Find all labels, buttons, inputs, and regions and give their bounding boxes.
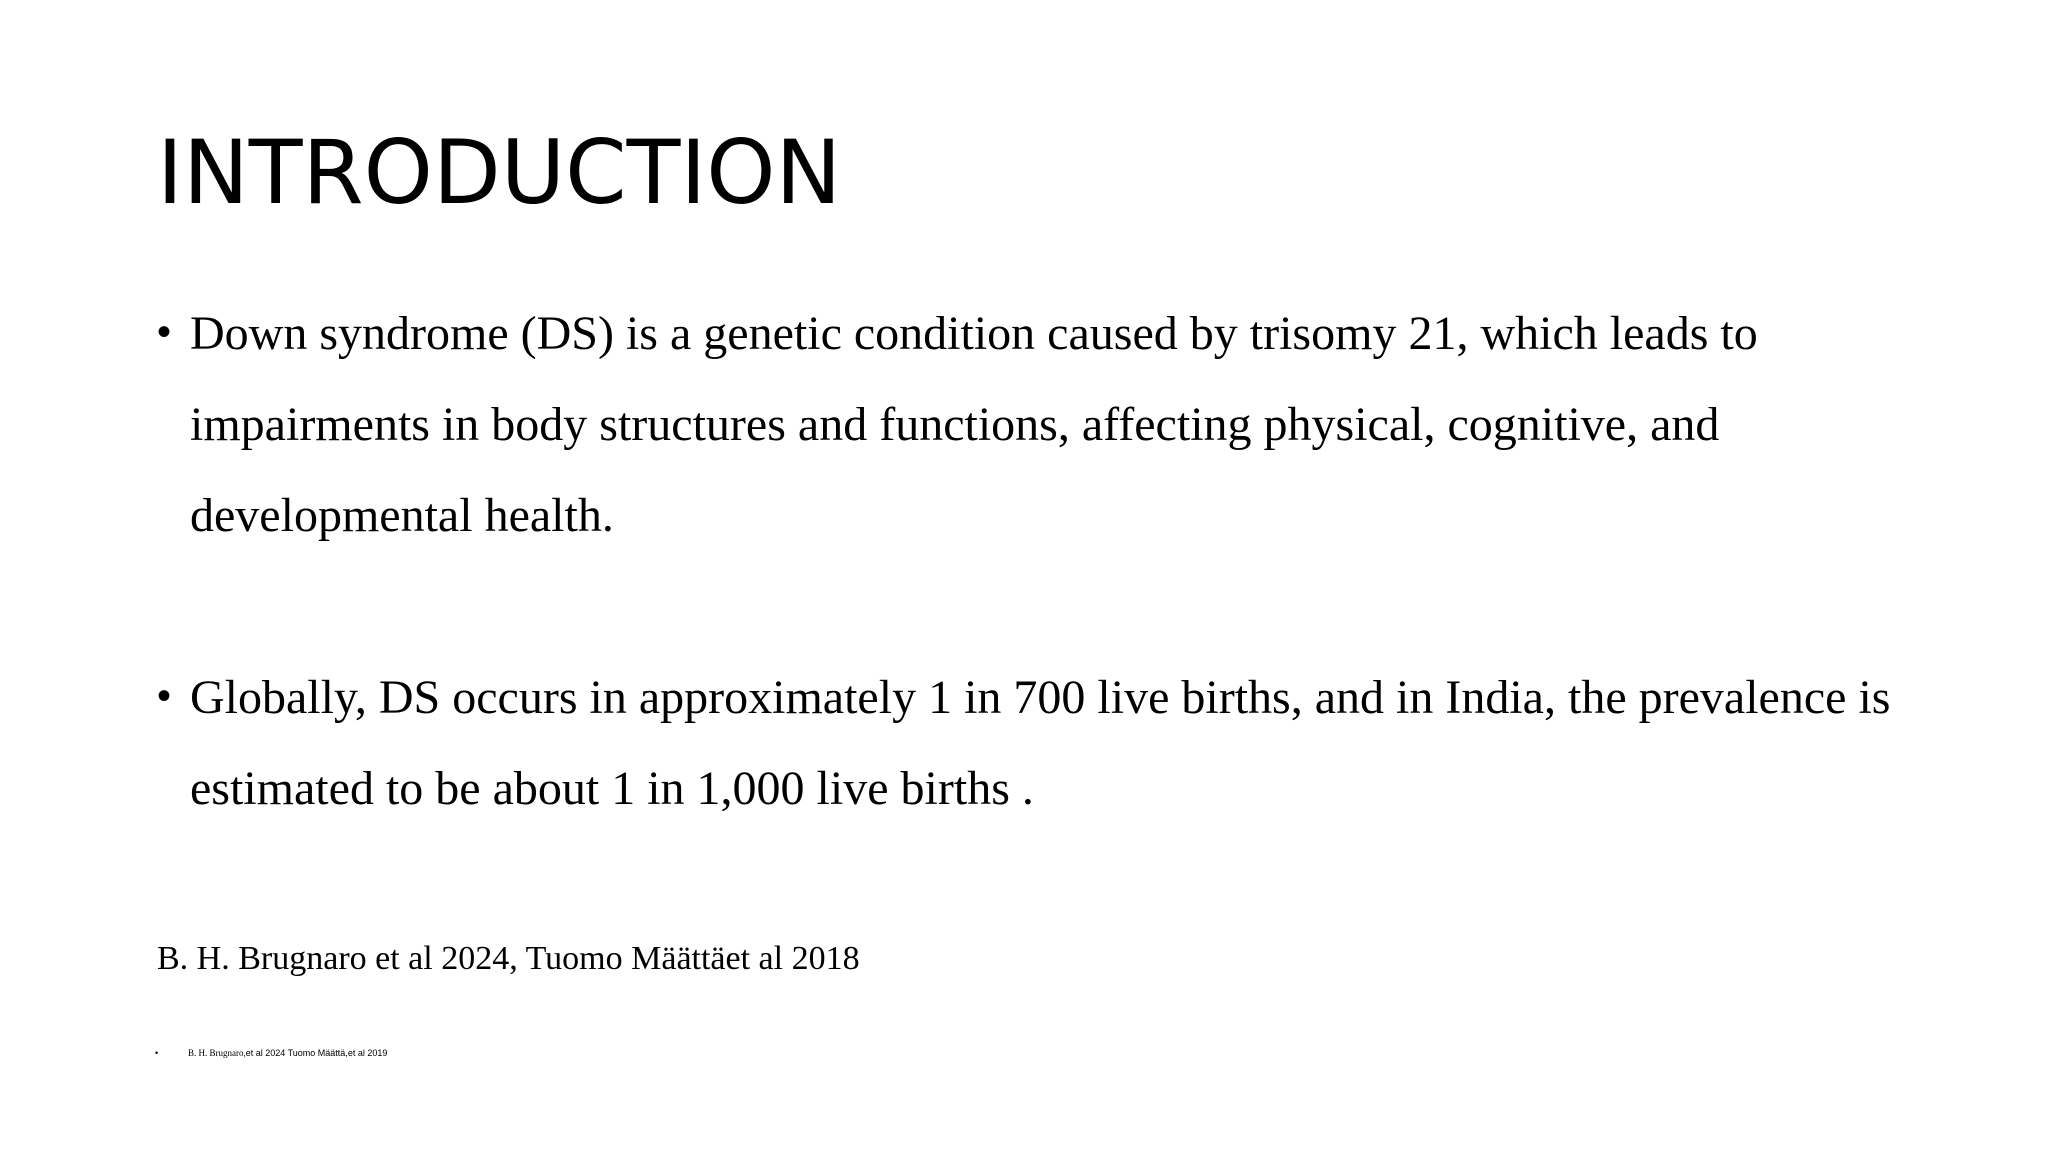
bullet-list	[157, 288, 1977, 834]
footnote-author-1: B. H. Brugnaro,	[188, 1048, 246, 1058]
bullet-text: Down syndrome (DS) is a genetic condition caused by trisomy 21, which leads to impairments in body structures and functions, affecting physical, cognitive, and developmental health.	[190, 307, 1758, 542]
footnote-author-2: et al 2024 Tuomo Määttä,et al 2019	[245, 1048, 388, 1058]
slide-title: INTRODUCTION	[157, 121, 842, 224]
bullet-marker: •	[157, 674, 172, 718]
bullet-text: Globally, DS occurs in approximately 1 in 700 live births, and in India, the prevalence is estimated to be about 1 in 1,000 live births .	[190, 671, 1891, 815]
citation-text: B. H. Brugnaro et al 2024, Tuomo Määttäet al 2018	[157, 940, 860, 977]
footnote-reference	[155, 1047, 387, 1059]
footnote-marker: •	[155, 1048, 159, 1058]
bullet-item-ds-definition	[157, 288, 1977, 561]
bullet-marker: •	[157, 310, 172, 354]
bullet-item-ds-prevalence	[157, 652, 1977, 834]
